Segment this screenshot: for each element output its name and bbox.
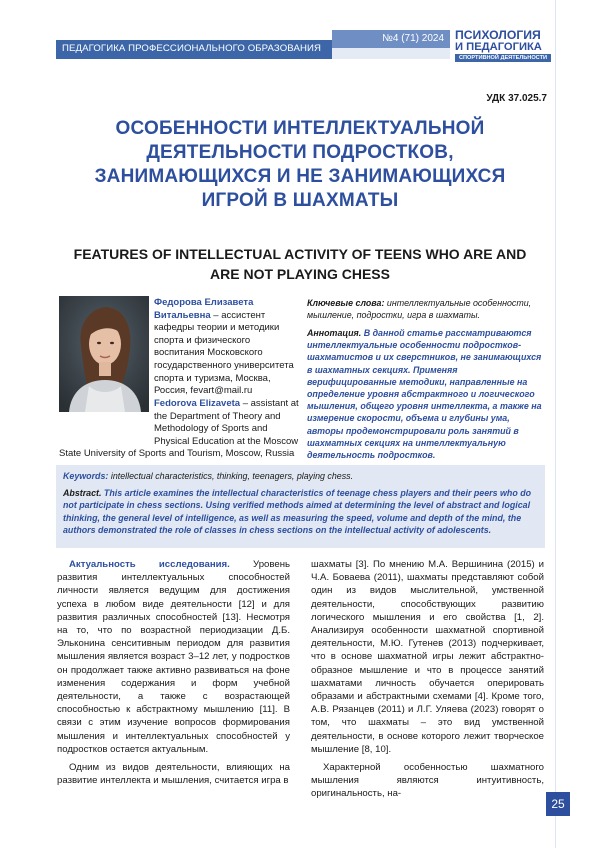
abstract-en-label: Abstract. bbox=[63, 488, 102, 498]
english-abstract-box bbox=[56, 465, 545, 548]
journal-name-line2: И ПЕДАГОГИКА bbox=[455, 41, 542, 53]
keywords-en bbox=[63, 470, 539, 482]
article-title-en: FEATURES OF INTELLECTUAL ACTIVITY OF TEENS WHO ARE AND ARE NOT PLAYING CHESS bbox=[73, 246, 527, 282]
journal-name-line1: ПСИХОЛОГИЯ bbox=[455, 28, 541, 42]
issue-divider bbox=[332, 48, 450, 59]
author-en-affiliation: State University of Sports and Tourism, Moscow, Russia bbox=[59, 448, 295, 459]
author-photo bbox=[59, 296, 149, 412]
annotation-ru-label: Аннотация. bbox=[307, 328, 362, 338]
journal-logo bbox=[455, 29, 551, 62]
author-en-block bbox=[154, 398, 302, 448]
section-header-bar bbox=[56, 40, 332, 59]
body-column-left bbox=[57, 558, 290, 787]
author-ru-name: Федорова Елизавета Витальевна bbox=[154, 297, 254, 321]
issue-number: №4 (71) 2024 bbox=[382, 33, 444, 44]
udk-code: УДК 37.025.7 bbox=[486, 93, 547, 104]
page-edge-line bbox=[555, 0, 556, 848]
keywords-ru-text: интеллектуальные особенности, мышление, подростки, игра в шахматы. bbox=[307, 298, 532, 321]
body-paragraph: Характерной особенностью шахматного мышления являются интуитивность, оригинальность, на- bbox=[311, 762, 544, 800]
journal-name-line3: СПОРТИВНОЙ ДЕЯТЕЛЬНОСТИ bbox=[455, 54, 551, 62]
keywords-ru bbox=[307, 297, 545, 321]
keywords-ru-label: Ключевые слова: bbox=[307, 298, 385, 308]
body-paragraph: шахматы [3]. По мнению М.А. Вершинина (2015) и Ч.А. Боваева (2011), шахматы представляют собой один из видов мыслительной, умственной деятельности, способствующих развитию логического мышления и его свойства [1, 2]. Анализируя особенности шахматной спортивной деятельности, М.Ю. Гутенев (2013) подчеркивает, что в основе шахматной игры лежит абстрактно-образное мышление и что в процессе занятий шахматами личность обучается оперировать образами и абстрактными схемами [4]. Кроме того, А.В. Рязанцев (2011) и Л.Г. Уляева (2023) говорят о том, что шахматы – это вид умственной деятельности, в основе которого лежит творческое мышление [8, 10]. bbox=[311, 559, 544, 755]
author-en-info: – assistant at the Department of Theory and Methodology of Sports and Physical Education at the Moscow bbox=[154, 398, 299, 447]
author-ru-info: – ассистент кафедры теории и методики спорта и физического воспитания Московского государственного университета спорта и туризма, Москва, Россия, fevart@mail.ru bbox=[154, 309, 294, 397]
abstract-en-text: This article examines the intellectual characteristics of teenage chess players and their peers who do not participate in chess sections. Using verified methods aimed at determining the level of abstract and logical thinking, the general level of intelligence, as well as measuring the speed, volume and depth of the mind, the authors demonstrated the role of classes in chess sections on the intellectual activity of adolescents. bbox=[63, 488, 532, 535]
keywords-en-label: Keywords: bbox=[63, 471, 109, 481]
body-text: Уровень развития интеллектуальных способностей личности является ведущим для достижения успеха в любом виде деятельности [12] и для развития различных способностей [13]. Несмотря на то, что по возрастной периодизации Д.Б. Эльконина сенситивным периодом для развития мышления является возраст 3–12 лет, у подростков он продолжает также активно развиваться на фоне изменения содержания и форм учебной деятельности, а также с возрастающей способностью к абстрактному мышлению [11]. В связи с этим изучение вопросов формирования мышления и интеллектуальных способностей у подростков остается актуальным. bbox=[57, 559, 290, 755]
author-en-name: Fedorova Elizaveta bbox=[154, 398, 241, 409]
portrait-image bbox=[59, 296, 149, 412]
author-ru-block bbox=[154, 297, 294, 398]
issue-badge bbox=[332, 30, 450, 48]
page-number: 25 bbox=[546, 792, 570, 816]
abstract-en bbox=[63, 487, 539, 536]
keywords-en-text: intellectual characteristics, thinking, teenagers, playing chess. bbox=[108, 471, 354, 481]
section-title: ПЕДАГОГИКА ПРОФЕССИОНАЛЬНОГО ОБРАЗОВАНИЯ bbox=[62, 43, 321, 54]
body-paragraph bbox=[57, 558, 290, 756]
section-lead: Актуальность исследования. bbox=[69, 559, 230, 570]
annotation-ru-text: В данной статье рассматриваются интеллектуальные особенности подростков-шахматистов и их сверстников, не занимающихся в шахматных секциях. Применяя верифицированные методики, направленные на определение уровня абстрактного и логического мышления, общего уровня интеллекта, а также на измерение скорости, объема и глубины ума, авторы продемонстрировали роль занятий в шахматных секциях на интеллектуальную деятельность подростков. bbox=[307, 328, 542, 461]
body-paragraph: Одним из видов деятельности, влияющих на развитие интеллекта и мышления, считается игра в bbox=[57, 762, 290, 787]
annotation-ru bbox=[307, 327, 545, 461]
body-column-right bbox=[311, 558, 544, 801]
article-title-ru: ОСОБЕННОСТИ ИНТЕЛЛЕКТУАЛЬНОЙ ДЕЯТЕЛЬНОСТИ ПОДРОСТКОВ, ЗАНИМАЮЩИХСЯ И НЕ ЗАНИМАЮЩИХСЯ ИГРОЙ В ШАХМАТЫ bbox=[94, 118, 506, 211]
